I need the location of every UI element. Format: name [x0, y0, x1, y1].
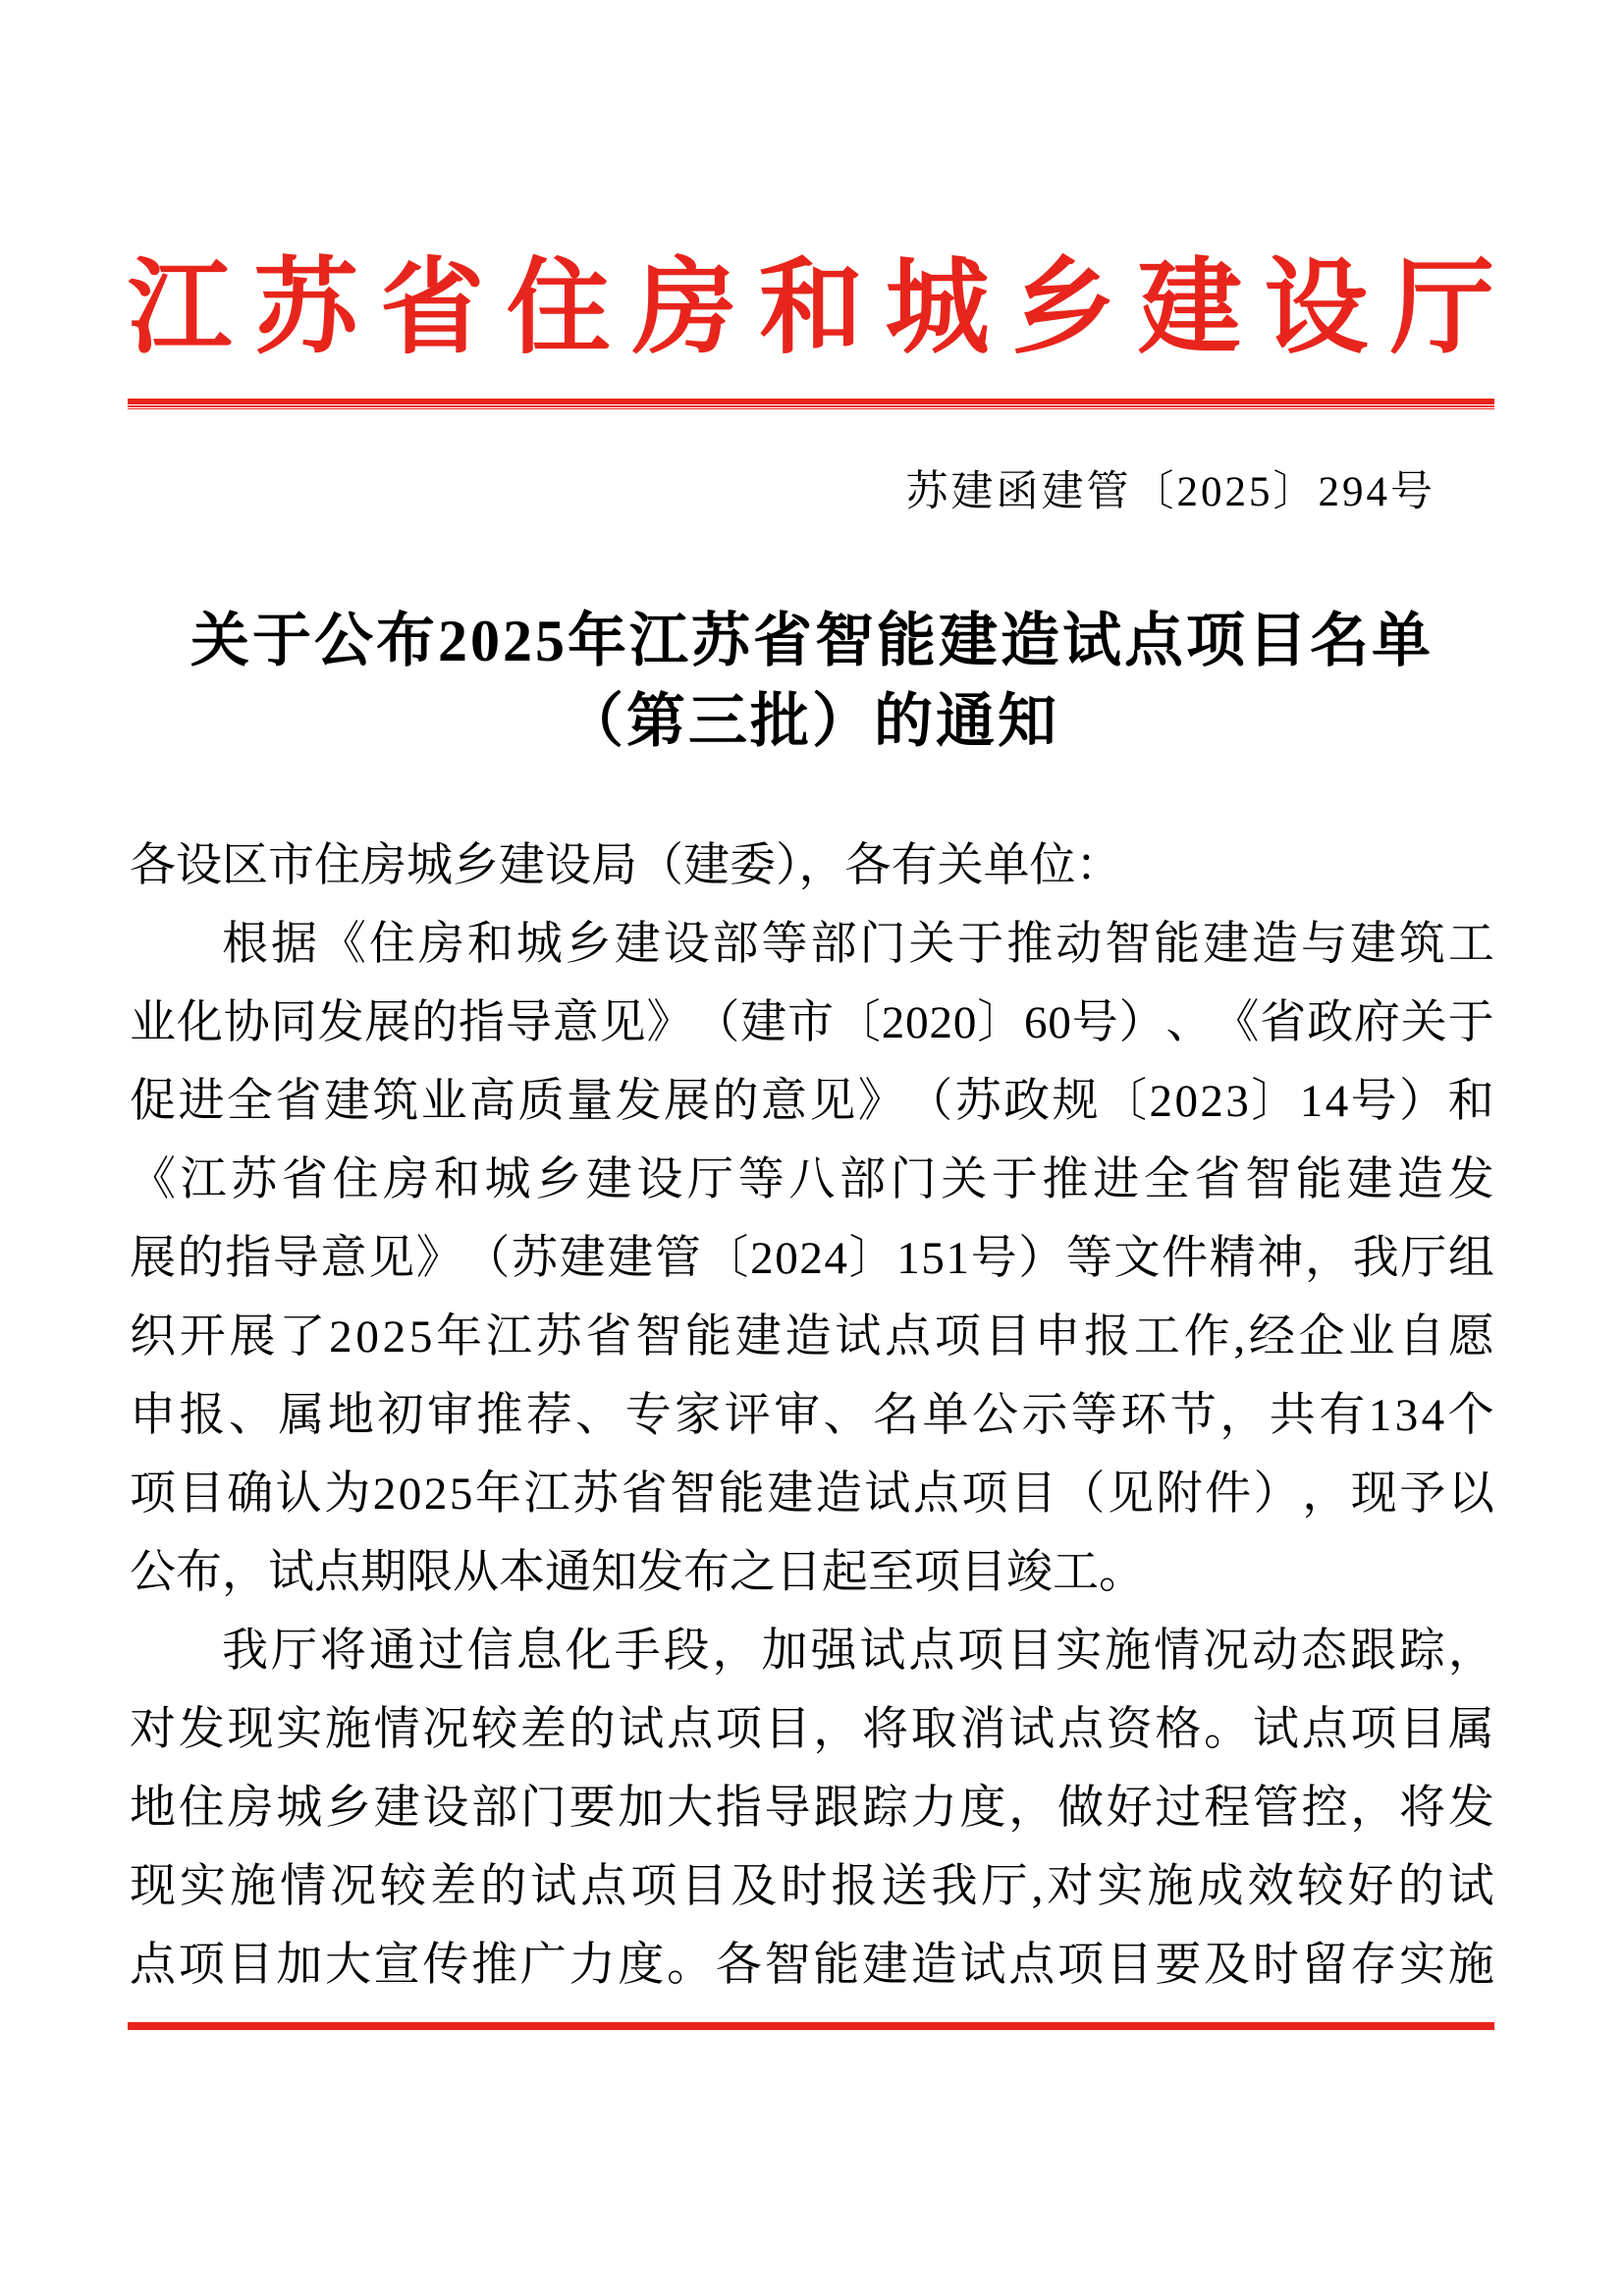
- body-line: 点 项 目 加 大 宣 传 推 广 力 度 。 各 智 能 建 造 试 点 项 目 要 及 时 留 存 实 施: [130, 1940, 1494, 1991]
- body-line: 促 进 全 省 建 筑 业 高 质 量 发 展 的 意 见 》 （ 苏 政 规 〔 2 0 2 3 〕 1 4 号 ） 和: [130, 1076, 1494, 1127]
- body-line: 《 江 苏 省 住 房 和 城 乡 建 设 厅 等 八 部 门 关 于 推 进 全 省 智 能 建 造 发: [130, 1154, 1494, 1205]
- body-line: 织 开 展 了 2 0 2 5 年 江 苏 省 智 能 建 造 试 点 项 目 申 报 工 作 , 经 企 业 自 愿: [130, 1311, 1494, 1362]
- body-line: 展 的 指 导 意 见 》 （ 苏 建 建 管 〔 2 0 2 4 〕 1 5 1 号 ） 等 文 件 精 神 ， 我 厅 组: [130, 1233, 1494, 1284]
- body-line: 我 厅 将 通 过 信 息 化 手 段 ， 加 强 试 点 项 目 实 施 情 况 动 态 跟 踪 ，: [222, 1626, 1494, 1677]
- body-line: 公布，试点期限从本通知发布之日起至项目竣工。: [130, 1547, 1145, 1598]
- document-title: [130, 601, 1494, 762]
- document-number: 苏建函建管〔2025〕294号: [905, 469, 1435, 515]
- body-line: 地 住 房 城 乡 建 设 部 门 要 加 大 指 导 跟 踪 力 度 ， 做 好 过 程 管 控 ， 将 发: [130, 1783, 1494, 1834]
- body-line: 对 发 现 实 施 情 况 较 差 的 试 点 项 目 ， 将 取 消 试 点 资 格 。 试 点 项 目 属: [130, 1704, 1494, 1755]
- body-line: 现 实 施 情 况 较 差 的 试 点 项 目 及 时 报 送 我 厅 , 对 实 施 成 效 较 好 的 试: [130, 1861, 1494, 1912]
- body-line: 项 目 确 认 为 2 0 2 5 年 江 苏 省 智 能 建 造 试 点 项 目 （ 见 附 件 ） ， 现 予 以: [130, 1468, 1494, 1520]
- body-line: 申 报 、 属 地 初 审 推 荐 、 专 家 评 审 、 名 单 公 示 等 环 节 ， 共 有 1 3 4 个: [130, 1390, 1494, 1441]
- title-line-2: （第三批）的通知: [565, 689, 1059, 754]
- body-line: 根 据 《 住 房 和 城 乡 建 设 部 等 部 门 关 于 推 动 智 能 建 造 与 建 筑 工: [222, 919, 1494, 970]
- title-line-1: 关于公布2025年江苏省智能建造试点项目名单: [190, 609, 1434, 673]
- salutation-line: 各设区市住房城乡建设局（建委），各有关单位：: [130, 840, 1122, 891]
- red-rule-bottom: [128, 2022, 1494, 2030]
- red-rule-top: [128, 399, 1494, 409]
- agency-masthead: 江 苏 省 住 房 和 城 乡 建 设 厅: [128, 251, 1494, 366]
- body-line: 业 化 协 同 发 展 的 指 导 意 见 》 （ 建 市 〔 2 0 2 0 〕 6 0 号 ） 、 《 省 政 府 关 于: [130, 997, 1494, 1048]
- document-body: [130, 827, 1494, 2004]
